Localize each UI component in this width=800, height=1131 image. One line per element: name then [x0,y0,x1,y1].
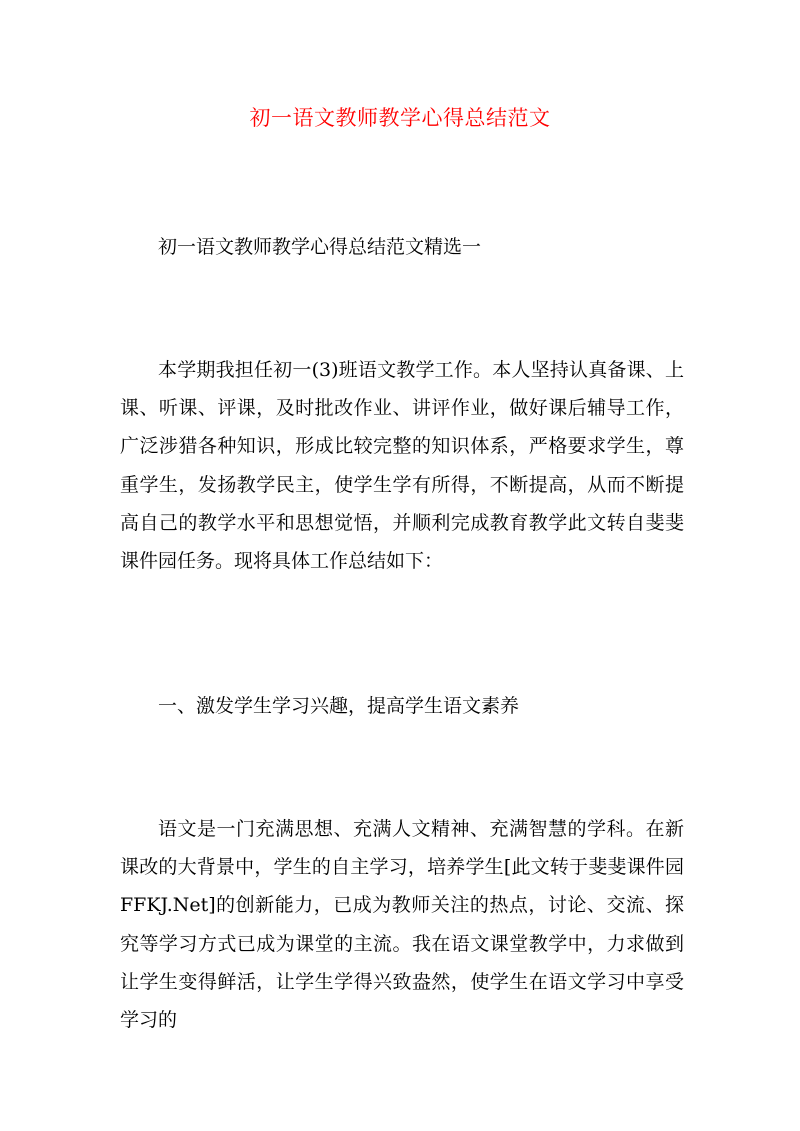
document-title: 初一语文教师教学心得总结范文 [249,106,551,130]
section-heading-interest: 一、激发学生学习兴趣，提高学生语文素养 [158,695,520,717]
intro-paragraph: 本学期我担任初一(3)班语文教学工作。本人坚持认真备课、上课、听课、评课，及时批改作业、讲评作业，做好课后辅导工作，广泛涉猎各种知识，形成比较完整的知识体系，严格要求学生，尊重学生，发扬教学民主，使学生学有所得，不断提高，从而不断提高自己的教学水平和思想觉悟，并顺利完成教育教学此文转自斐斐课件园任务。现将具体工作总结如下： [120,359,684,573]
section-heading-selection-one: 初一语文教师教学心得总结范文精选一 [158,236,482,258]
body-paragraph-chinese-subject: 语文是一门充满思想、充满人文精神、充满智慧的学科。在新课改的大背景中，学生的自主学习，培养学生[此文转于斐斐课件园FFKJ.Net]的创新能力，已成为教师关注的热点，讨论、交流、探究等学习方式已成为课堂的主流。我在语文课堂教学中，力求做到让学生变得鲜活，让学生学得兴致盎然，使学生在语文学习中享受学习的 [120,818,684,1032]
